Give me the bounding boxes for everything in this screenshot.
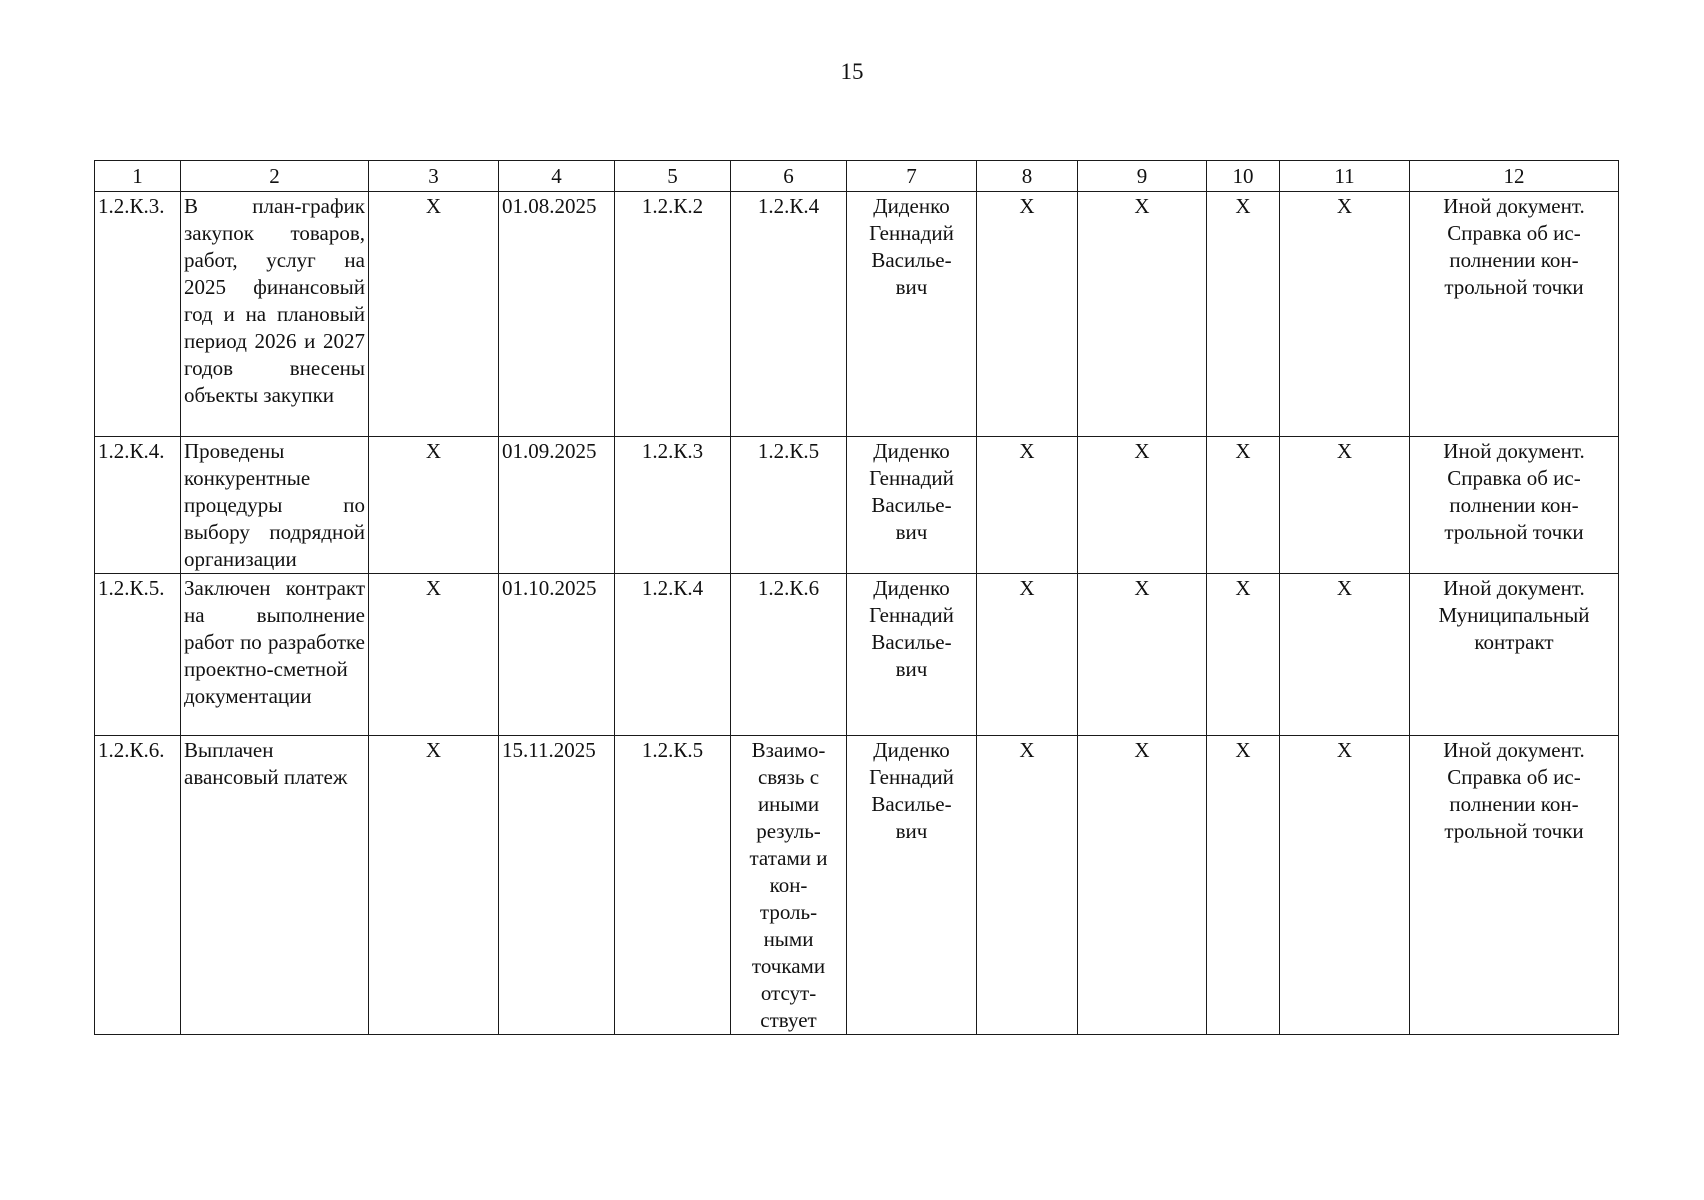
cell-x: Х xyxy=(1280,192,1410,437)
row-name: Выплачен авансовый платеж xyxy=(181,736,369,1035)
table-row xyxy=(95,574,1619,736)
cell-x: Х xyxy=(369,736,499,1035)
link-line: ными xyxy=(763,927,814,951)
person-line: Василье- xyxy=(871,493,952,517)
document-line: Иной документ. xyxy=(1443,576,1585,600)
row-prev-ref: 1.2.К.5 xyxy=(615,736,731,1035)
row-responsible xyxy=(847,574,977,736)
row-next-ref: 1.2.К.4 xyxy=(731,192,847,437)
row-prev-ref: 1.2.К.2 xyxy=(615,192,731,437)
row-prev-ref: 1.2.К.4 xyxy=(615,574,731,736)
row-date: 15.11.2025 xyxy=(499,736,615,1035)
link-line: Взаимо- xyxy=(751,738,826,762)
cell-x: Х xyxy=(369,192,499,437)
cell-x: Х xyxy=(1207,736,1280,1035)
row-prev-ref: 1.2.К.3 xyxy=(615,437,731,574)
document-line: Муниципальный xyxy=(1438,603,1590,627)
link-line: троль- xyxy=(759,900,818,924)
row-next-ref: 1.2.К.5 xyxy=(731,437,847,574)
row-code: 1.2.К.6. xyxy=(95,736,181,1035)
document-line: полнении кон- xyxy=(1449,493,1579,517)
header-cell: 6 xyxy=(731,161,847,192)
person-line: Геннадий xyxy=(869,466,954,490)
row-link-note xyxy=(731,736,847,1035)
row-date: 01.10.2025 xyxy=(499,574,615,736)
header-cell: 4 xyxy=(499,161,615,192)
row-responsible xyxy=(847,736,977,1035)
link-line: отсут- xyxy=(760,981,817,1005)
header-cell: 2 xyxy=(181,161,369,192)
cell-x: Х xyxy=(1078,574,1207,736)
document-line: Иной документ. xyxy=(1443,194,1585,218)
document-line: трольной точки xyxy=(1444,819,1584,843)
row-responsible xyxy=(847,437,977,574)
person-line: Геннадий xyxy=(869,221,954,245)
header-cell: 3 xyxy=(369,161,499,192)
person-line: вич xyxy=(895,520,928,544)
row-document xyxy=(1410,192,1619,437)
row-name: Заключен контракт на выполнение работ по разработке проектно-сметной документации xyxy=(181,574,369,736)
header-cell: 11 xyxy=(1280,161,1410,192)
table-row xyxy=(95,437,1619,574)
header-cell: 1 xyxy=(95,161,181,192)
row-next-ref: 1.2.К.6 xyxy=(731,574,847,736)
document-line: Иной документ. xyxy=(1443,439,1585,463)
person-line: Диденко xyxy=(873,439,950,463)
cell-x: Х xyxy=(369,437,499,574)
document-line: Справка об ис- xyxy=(1447,221,1581,245)
cell-x: Х xyxy=(1207,574,1280,736)
cell-x: Х xyxy=(1078,736,1207,1035)
header-cell: 10 xyxy=(1207,161,1280,192)
row-name: Проведены конкурентные процедуры по выбору подрядной организации xyxy=(181,437,369,574)
cell-x: Х xyxy=(977,192,1078,437)
cell-x: Х xyxy=(1207,192,1280,437)
document-line: полнении кон- xyxy=(1449,792,1579,816)
row-code: 1.2.К.5. xyxy=(95,574,181,736)
cell-x: Х xyxy=(1280,437,1410,574)
document-line: Иной документ. xyxy=(1443,738,1585,762)
cell-x: Х xyxy=(977,736,1078,1035)
person-line: Геннадий xyxy=(869,765,954,789)
header-cell: 7 xyxy=(847,161,977,192)
document-line: контракт xyxy=(1474,630,1554,654)
person-line: Василье- xyxy=(871,630,952,654)
link-line: точками xyxy=(751,954,826,978)
person-line: Диденко xyxy=(873,576,950,600)
document-line: трольной точки xyxy=(1444,520,1584,544)
link-line: резуль- xyxy=(756,819,821,843)
cell-x: Х xyxy=(1207,437,1280,574)
person-line: Василье- xyxy=(871,792,952,816)
cell-x: Х xyxy=(1280,574,1410,736)
cell-x: Х xyxy=(1078,437,1207,574)
row-document xyxy=(1410,736,1619,1035)
document-line: полнении кон- xyxy=(1449,248,1579,272)
row-date: 01.08.2025 xyxy=(499,192,615,437)
cell-x: Х xyxy=(977,574,1078,736)
table-row xyxy=(95,736,1619,1035)
table-row xyxy=(95,192,1619,437)
cell-x: Х xyxy=(1078,192,1207,437)
cell-x: Х xyxy=(1280,736,1410,1035)
row-code: 1.2.К.3. xyxy=(95,192,181,437)
page-number: 15 xyxy=(840,59,864,84)
header-row xyxy=(95,161,1619,192)
person-line: вич xyxy=(895,819,928,843)
control-points-table xyxy=(94,160,1619,1035)
person-line: Диденко xyxy=(873,194,950,218)
person-line: Диденко xyxy=(873,738,950,762)
document-line: трольной точки xyxy=(1444,275,1584,299)
row-document xyxy=(1410,437,1619,574)
cell-x: Х xyxy=(369,574,499,736)
table-header xyxy=(95,161,1619,192)
header-cell: 5 xyxy=(615,161,731,192)
row-name: В план-график закупок товаров, работ, услуг на 2025 финансовый год и на плановый период 2026 и 2027 годов внесены объекты закупки xyxy=(181,192,369,437)
row-date: 01.09.2025 xyxy=(499,437,615,574)
row-document xyxy=(1410,574,1619,736)
link-line: татами и xyxy=(749,846,828,870)
cell-x: Х xyxy=(977,437,1078,574)
header-cell: 9 xyxy=(1078,161,1207,192)
header-cell: 8 xyxy=(977,161,1078,192)
link-line: иными xyxy=(757,792,820,816)
link-line: ствует xyxy=(760,1008,817,1032)
row-responsible xyxy=(847,192,977,437)
person-line: вич xyxy=(895,275,928,299)
document-line: Справка об ис- xyxy=(1447,466,1581,490)
person-line: Геннадий xyxy=(869,603,954,627)
document-line: Справка об ис- xyxy=(1447,765,1581,789)
person-line: вич xyxy=(895,657,928,681)
person-line: Василье- xyxy=(871,248,952,272)
table-body xyxy=(95,192,1619,1035)
row-code: 1.2.К.4. xyxy=(95,437,181,574)
header-cell: 12 xyxy=(1410,161,1619,192)
link-line: кон- xyxy=(769,873,808,897)
link-line: связь с xyxy=(757,765,820,789)
